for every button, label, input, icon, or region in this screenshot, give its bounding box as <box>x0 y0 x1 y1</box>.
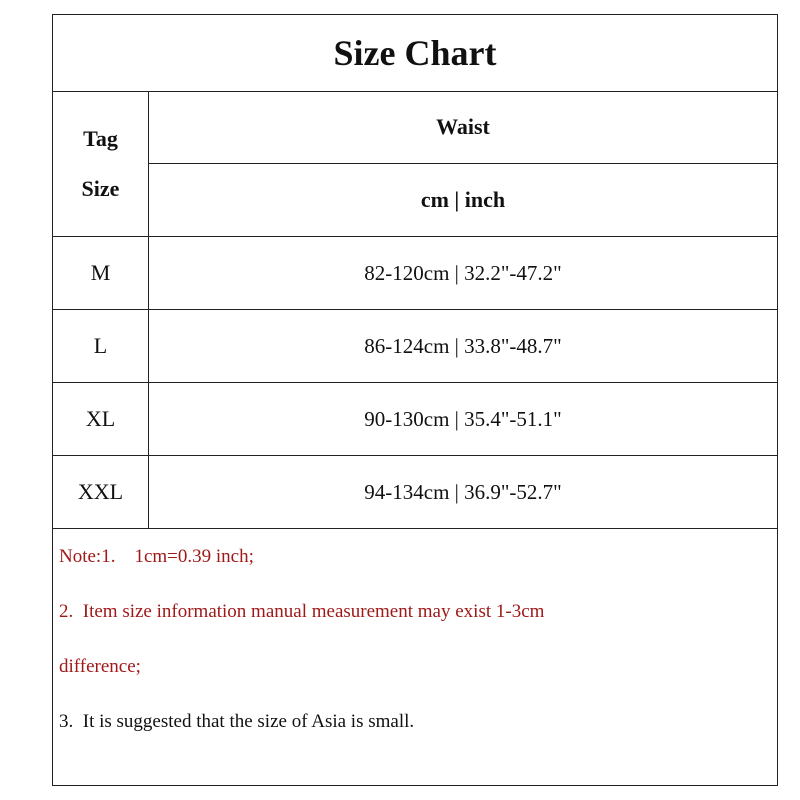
table-row <box>53 383 777 456</box>
waist-cell: 94-134cm | 36.9"-52.7" <box>364 479 562 504</box>
chart-title: Size Chart <box>53 15 777 92</box>
tag-size-header-line2: Size <box>81 175 120 201</box>
size-cell: L <box>53 310 149 382</box>
table-row <box>53 456 777 529</box>
size-cell: M <box>53 237 149 309</box>
notes-section <box>53 529 777 749</box>
size-cell: XXL <box>53 456 149 528</box>
size-cell: XL <box>53 383 149 455</box>
waist-header: Waist <box>149 91 777 164</box>
table-row <box>53 237 777 310</box>
tag-size-header-line1: Tag <box>83 125 118 151</box>
units-header: cm | inch <box>149 164 777 237</box>
size-chart-table <box>52 14 778 786</box>
note-line: difference; <box>59 655 141 677</box>
table-row <box>53 310 777 383</box>
waist-cell: 82-120cm | 32.2"-47.2" <box>364 260 562 285</box>
waist-cell: 90-130cm | 35.4"-51.1" <box>364 406 562 431</box>
tag-size-header <box>53 91 149 237</box>
note-line: Note:1. 1cm=0.39 inch; <box>59 545 254 567</box>
note-line: 3. It is suggested that the size of Asia is small. <box>59 710 415 732</box>
size-rows <box>53 237 777 529</box>
waist-cell: 86-124cm | 33.8"-48.7" <box>364 333 562 358</box>
note-line: 2. Item size information manual measurement may exist 1-3cm <box>59 600 545 622</box>
